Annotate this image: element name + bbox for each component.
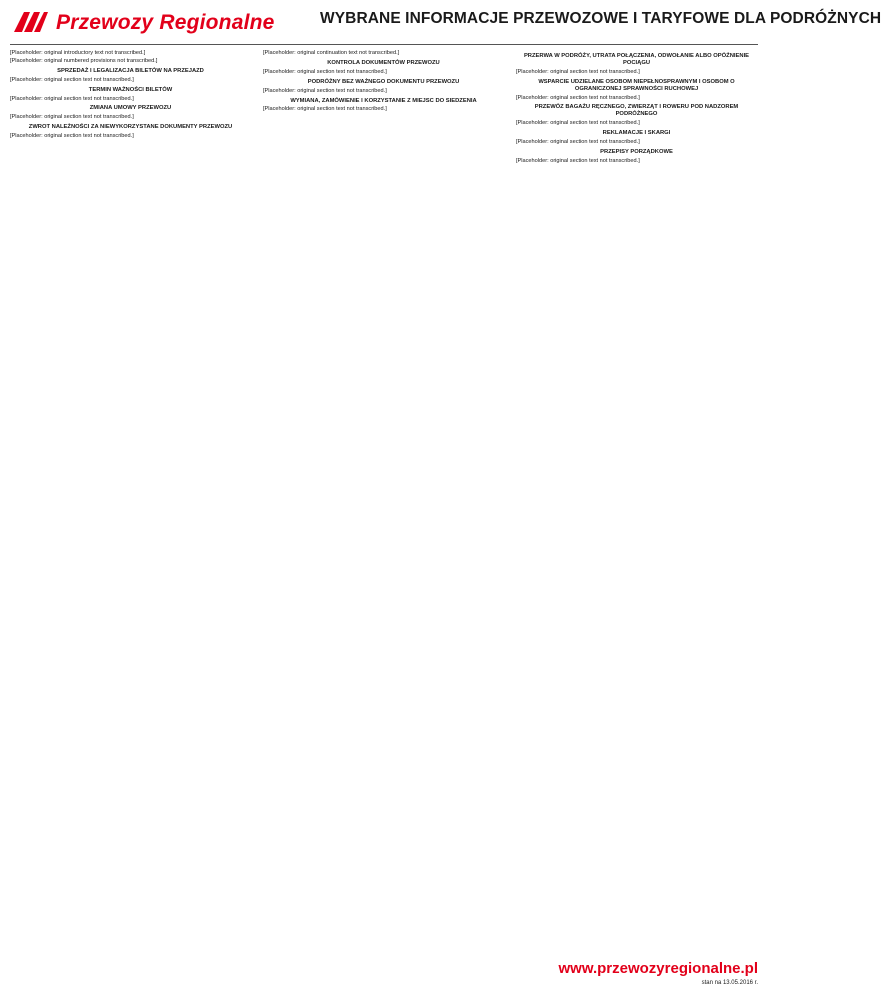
rail-logo-icon — [10, 8, 50, 38]
paragraph: [Placeholder: original section text not transcribed.] — [263, 68, 387, 75]
paragraph: [Placeholder: original introductory text not transcribed.] — [10, 50, 146, 56]
document-header — [0, 0, 881, 46]
text-column-3 — [516, 50, 757, 962]
section-heading: PRZERWA W PODRÓŻY, UTRATA POŁĄCZENIA, ODWOŁANIE ALBO OPÓŹNIENIE POCIĄGU — [523, 53, 750, 66]
text-column-1 — [10, 50, 251, 962]
section-heading: PRZEWÓZ BAGAŻU RĘCZNEGO, ZWIERZĄT I ROWERU POD NADZOREM PODRÓŻNEGO — [534, 104, 739, 118]
section-heading: REKLAMACJE I SKARGI — [602, 130, 671, 137]
section-heading: KONTROLA DOKUMENTÓW PRZEWOZU — [327, 59, 440, 66]
text-column-2 — [263, 50, 504, 962]
title-divider — [10, 44, 758, 45]
paragraph: [Placeholder: original section text not transcribed.] — [516, 157, 640, 164]
paragraph: [Placeholder: original section text not transcribed.] — [10, 76, 134, 83]
section-heading: SPRZEDAŻ I LEGALIZACJA BILETÓW NA PRZEJAZD — [57, 67, 204, 74]
brand-logo — [10, 6, 275, 40]
section-heading: ZMIANA UMOWY PRZEWOZU — [89, 105, 172, 112]
paragraph: [Placeholder: original section text not transcribed.] — [263, 106, 387, 113]
document-title: WYBRANE INFORMACJE PRZEWOZOWE I TARYFOWE DLA PODRÓŻNYCH — [320, 10, 881, 27]
paragraph: [Placeholder: original section text not transcribed.] — [516, 94, 640, 101]
paragraph: [Placeholder: original section text not transcribed.] — [263, 87, 387, 94]
paragraph: [Placeholder: original section text not transcribed.] — [10, 133, 134, 140]
paragraph: [Placeholder: original continuation text not transcribed.] — [263, 50, 400, 56]
paragraph: [Placeholder: original section text not transcribed.] — [10, 95, 134, 102]
paragraph: [Placeholder: original section text not transcribed.] — [10, 114, 134, 121]
footer-website[interactable]: www.przewozyregionalne.pl — [558, 960, 758, 977]
section-heading: TERMIN WAŻNOŚCI BILETÓW — [88, 86, 173, 93]
footer-date: stan na 13.05.2016 r. — [701, 980, 758, 986]
text-columns — [10, 50, 758, 962]
paragraph: [Placeholder: original section text not transcribed.] — [516, 120, 640, 127]
paragraph: [Placeholder: original section text not transcribed.] — [516, 139, 640, 146]
section-heading: WSPARCIE UDZIELANE OSOBOM NIEPEŁNOSPRAWNYM I OSOBOM O OGRANICZONEJ SPRAWNOŚCI RUCHOWEJ — [538, 78, 735, 92]
section-heading: PODRÓŻNY BEZ WAŻNEGO DOKUMENTU PRZEWOZU — [307, 78, 460, 85]
section-heading: PRZEPISY PORZĄDKOWE — [600, 148, 673, 155]
brand-name: Przewozy Regionalne — [56, 11, 275, 34]
section-heading: WYMIANA, ZAMÓWIENIE I KORZYSTANIE Z MIEJSC DO SIEDZENIA — [290, 97, 477, 104]
paragraph: [Placeholder: original numbered provisions not transcribed.] — [10, 57, 158, 64]
paragraph: [Placeholder: original section text not transcribed.] — [516, 68, 640, 75]
section-heading: ZWROT NALEŻNOŚCI ZA NIEWYKORZYSTANE DOKUMENTY PRZEWOZU — [28, 124, 233, 131]
